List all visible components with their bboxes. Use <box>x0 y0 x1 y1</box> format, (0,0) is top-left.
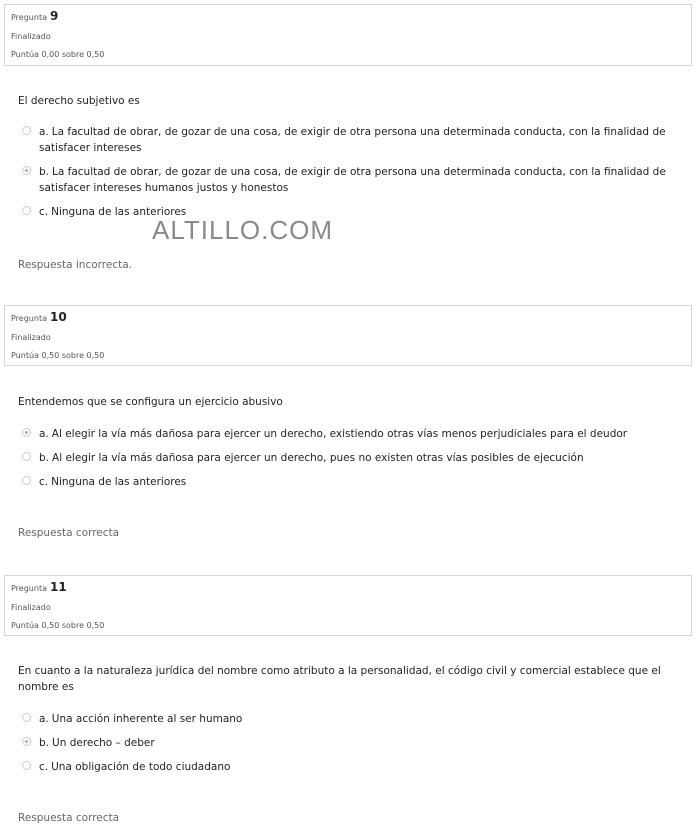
radio-button-selected[interactable] <box>22 428 31 437</box>
option-text: Un derecho – deber <box>52 737 155 749</box>
question-info-10 <box>4 305 692 366</box>
answer-option-a[interactable] <box>22 124 672 156</box>
question-text: El derecho subjetivo es <box>18 95 140 107</box>
question-number: 10 <box>49 310 67 324</box>
question-grade: Puntúa 0,50 sobre 0,50 <box>11 621 105 630</box>
option-letter: c. <box>39 761 49 773</box>
answer-option-a[interactable] <box>22 711 672 727</box>
question-number-label: Pregunta 11 <box>11 580 67 594</box>
answer-option-c[interactable] <box>22 204 672 220</box>
option-letter: b. <box>39 737 50 749</box>
radio-button[interactable] <box>22 713 31 722</box>
option-text: Al elegir la vía más dañosa para ejercer un derecho, existiendo otras vías menos perjudiciales para el deudor <box>51 428 628 440</box>
radio-button[interactable] <box>22 761 31 770</box>
option-text: Ninguna de las anteriores <box>51 206 187 218</box>
option-letter: a. <box>39 713 49 725</box>
option-letter: b. <box>39 452 50 464</box>
answer-option-c[interactable] <box>22 474 672 490</box>
option-text: La facultad de obrar, de gozar de una cosa, de exigir de otra persona una determinada conducta, con la finalidad de satisfacer intereses <box>39 126 666 154</box>
watermark-text: ALTILLO.COM <box>152 215 334 245</box>
option-text: La facultad de obrar, de gozar de una cosa, de exigir de otra persona una determinada conducta, con la finalidad de satisfacer intereses humanos justos y honestos <box>39 166 666 194</box>
answer-option-c[interactable] <box>22 759 672 775</box>
question-state: Finalizado <box>11 333 51 342</box>
question-info-9 <box>4 4 692 66</box>
question-grade: Puntúa 0,00 sobre 0,50 <box>11 50 105 59</box>
answer-option-b[interactable] <box>22 735 672 751</box>
option-letter: b. <box>39 166 50 178</box>
answer-option-a[interactable] <box>22 426 672 442</box>
question-number: 9 <box>49 9 59 23</box>
question-number-label: Pregunta 10 <box>11 310 67 324</box>
question-state: Finalizado <box>11 32 51 41</box>
radio-button-selected[interactable] <box>22 166 31 175</box>
feedback-text: Respuesta correcta <box>18 527 120 539</box>
feedback-text: Respuesta correcta <box>18 812 120 824</box>
feedback-text: Respuesta incorrecta. <box>18 259 133 271</box>
option-letter: a. <box>39 126 49 138</box>
question-number: 11 <box>49 580 67 594</box>
question-text: Entendemos que se configura un ejercicio abusivo <box>18 396 283 408</box>
option-text: Ninguna de las anteriores <box>51 476 187 488</box>
question-grade: Puntúa 0,50 sobre 0,50 <box>11 351 105 360</box>
option-text: Una acción inherente al ser humano <box>51 713 243 725</box>
answer-option-b[interactable] <box>22 450 672 466</box>
radio-button[interactable] <box>22 452 31 461</box>
question-info-11 <box>4 575 692 636</box>
option-letter: c. <box>39 476 49 488</box>
radio-button-selected[interactable] <box>22 737 31 746</box>
option-letter: c. <box>39 206 49 218</box>
option-letter: a. <box>39 428 49 440</box>
radio-button[interactable] <box>22 206 31 215</box>
option-text: Al elegir la vía más dañosa para ejercer un derecho, pues no existen otras vías posibles de ejecución <box>52 452 584 464</box>
question-number-label: Pregunta 9 <box>11 9 59 23</box>
radio-button[interactable] <box>22 476 31 485</box>
answer-option-b[interactable] <box>22 164 672 196</box>
radio-button[interactable] <box>22 126 31 135</box>
question-state: Finalizado <box>11 603 51 612</box>
option-text: Una obligación de todo ciudadano <box>51 761 231 773</box>
question-text: En cuanto a la naturaleza jurídica del nombre como atributo a la personalidad, el código civil y comercial establece que el nombre es <box>18 665 661 693</box>
